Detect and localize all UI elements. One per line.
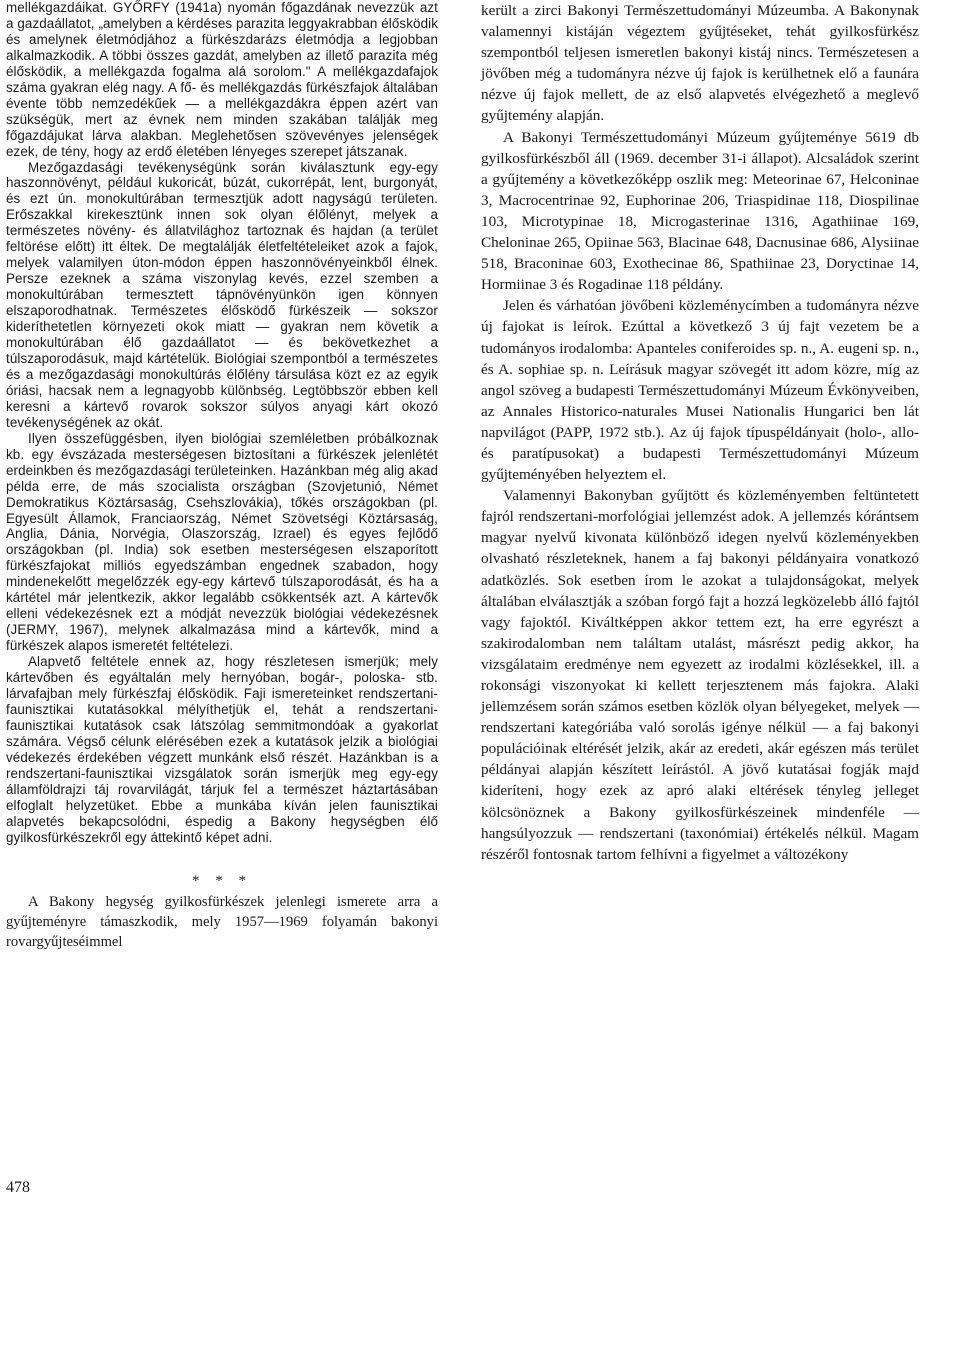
- left-serif-block: [6, 892, 438, 953]
- left-sans-block-1: [6, 0, 438, 160]
- paragraph: A Bakonyi Természettudományi Múzeum gyűjteménye 5619 db gyilkosfürkészből áll (1969. december 31-i állapot). Alcsaládok szerint a gyűjtemény a következőképp oszlik meg: Meteorinae 67, Helconinae 3, Macrocentrinae 92, Euphorinae 206, Triaspidinae 118, Diospilinae 103, Microtypinae 18, Microgasterinae 1316, Agathiinae 169, Cheloninae 265, Opiinae 563, Blacinae 648, Dacnusinae 686, Alysiinae 518, Braconinae 603, Exothecinae 86, Spathiinae 23, Doryctinae 14, Hormiinae 3 és Rogadinae 118 példány.: [481, 128, 919, 294]
- page-number: 478: [6, 1179, 30, 1196]
- paragraph: mellékgazdáikat. GYŐRFY (1941a) nyomán főgazdának nevezzük azt a gazdaállatot, „amelyben a kérdéses parazita leggyakrabban élősködik és amelynek életmódjához a fürkészdarázs életmódja a legjobban alkalmazkodik. A többi összes gazdát, amelyben az illető parazita még élősködik, a mellékgazda fogalma alá sorolom." A mellékgazdafajok száma gyakran elég nagy. A fő- és mellékgazdás fürkészfajok általában évente több nemzedékűek — a mellékgazdákra éppen azért van szükségük, mert az évnek nem minden szakában találják meg főgazdájukat lárva alakban. Meglehetősen szövevényes jelenségek ezek, de tény, hogy az erdő életében lényeges szerepet játszanak.: [6, 0, 438, 159]
- paragraph: Ilyen összefüggésben, ilyen biológiai szemléletben próbálkoznak kb. egy évszázada mesterségesen biztosítani a fürkészek jelenlétét erdeinkben és mezőgazdasági területeinken. Hazánkban még alig akad példa erre, de más szocialista országban (Szovjetunió, Német Demokratikus Köztársaság, Csehszlovákia), tőkés országokban (pl. Egyesült Államok, Franciaország, Német Szövetségi Köztársaság, Anglia, Dánia, Norvégia, Olaszország, Izrael) és egyes fejlődő országokban (pl. India) sok esetben mesterségesen elszaporított fürkészfajokat milliós egyedszámban engednek szabadon, hogy mindenekelőtt megelőzzék egy-egy kártevő túlszaporodását, és ha a kártétel már jelentkezik, akkor legalább csökkentsék azt. A kártevők elleni védekezésnek ezt a módját nevezzük biológiai védekezésnek (JERMY, 1967), melynek alkalmazása mind a kártevők, mind a fürkészek alapos ismeretét feltételezi.: [6, 430, 438, 654]
- paragraph: Valamennyi Bakonyban gyűjtött és közleményemben feltüntetett fajról rendszertani-morfológiai jellemzést adok. A jellemzés kórántsem magyar nyelvű kivonata különböző idegen nyelvű közleményekben olvasható részleteknek, hanem a faj bakonyi példányaira vonatkozó adatközlés. Sok esetben írom le azokat a tulajdonságokat, melyek általában elválasztják a szóban forgó fajt a hozzá legközelebb álló fajtól vagy fajoktól. Kiváltképpen akkor tettem ezt, ha erre egyrészt a szakirodalomban nem találtam utalást, másrészt pedig akkor, ha vizsgálataim eredménye nem egyezett az irodalmi közlésekkel, ill. a rokonsági viszonyokat ki kellett terjesztenem más fajokra. Alaki jellemzésem során számos esetben közlök olyan bélyegeket, melyek — rendszertani kategóriába való sorolás igénye nélkül — a faj bakonyi populációinak eltérését jelzik, akár az eredeti, akár egészen más terület példányai alapján készített leírástól. A jövő kutatásai fogják majd kideríteni, hogy ezek az apró alaki eltérések tényleg jelleget kölcsönöznek a Bakony gyilkosfürkészeinek mindenféle — hangsúlyozzuk — rendszertani (taxonómiai) értékelés nélkül. Magam részéről fontosnak tartom felhívni a figyelmet a változékony: [481, 487, 919, 863]
- left-sans-block-2: [6, 160, 438, 846]
- paragraph: Jelen és várhatóan jövőbeni közleménycímben a tudományra nézve új fajokat is leírok. Ezúttal a következő 3 új fajt vezetem be a tudományos irodalomba: Apanteles coniferoides sp. n., A. eugeni sp. n., és A. sophiae sp. n. Leírásuk magyar szövegét itt adom közre, míg az angol szöveg a budapesti Természettudományi Múzeum Évkönyveiben, az Annales Historico-naturales Musei Nationalis Hungarici ben lát napvilágot (PAPP, 1972 stb.). Az új fajok típuspéldányait (holo-, allo- és paratípusokat) a budapesti Természettudományi Múzeum gyűjteményében helyeztem el.: [481, 297, 919, 484]
- right-column: [481, 0, 919, 865]
- left-column: [6, 0, 438, 953]
- paragraph: került a zirci Bakonyi Természettudományi Múzeumba. A Bakonynak valamennyi kistáján végeztem gyűjtéseket, tehát gyilkosfürkész szempontból teljesen ismeretlen bakonyi kistáj nincs. Természetesen a jövőben még a tudományra nézve új fajok is kerülhetnek elő a faunára nézve új fajok mellett, de az első alapvetés elvégezhető a meglevő gyűjtemény alapján.: [481, 2, 919, 125]
- section-separator: * * *: [192, 872, 252, 889]
- paragraph: A Bakony hegység gyilkosfürkészek jelenlegi ismerete arra a gyűjteményre támaszkodik, mely 1957—1969 folyamán bakonyi rovargyűjteséimmel: [6, 893, 438, 951]
- paragraph: Mezőgazdasági tevékenységünk során kiválasztunk egy-egy haszonnövényt, például kukoricát, búzát, cukorrépát, lent, burgonyát, és ezt ún. monokultúrában termesztjük adott nagyságú területen. Erőszakkal kirekesztünk innen sok olyan élőlényt, melyek a természetes növény- és állatvilághoz tartoznak és hajdan (a terület feltörése előtt) itt éltek. De megtalálják életfeltételeiket azok a fajok, melyek valamilyen úton-módon éppen haszonnövényeinkből élnek. Persze ezeknek a száma viszonylag kevés, ezzel szemben a monokultúrában termesztett tápnövényünkön igen könnyen elszaporodhatnak. Természetes élősködő fürkészeik — sokszor kideríthetetlen környezeti okok miatt — gyakran nem követik a monokultúrában élő gazdaállatot — és bekövetkezhet a túlszaporodásuk, majd kártételük. Biológiai szempontból a természetes és a mezőgazdasági monokultúrás élőlény társulása közt ez az egyik óriási, hacsak nem a legnagyobb különbség. Legtöbbször ebben kell keresni a kártevő rovarok sokszor súlyos anyagi kárt okozó tevékenységének az okát.: [6, 159, 438, 430]
- paragraph: Alapvető feltétele ennek az, hogy részletesen ismerjük; mely kártevőben és egyáltalán mely hernyóban, bogár-, poloska- stb. lárvafajban mely fürkészfaj élősködik. Faji ismereteinket rendszertani-faunisztikai kutatásokkal mélyíthetjük el, tehát a rendszertani-faunisztikai kutatások csak látszólag semmitmondóak a gyakorlat számára. Végső célunk elérésében ezek a kutatások jelzik a biológiai védekezés érdekében végzett munkánk első részét. Hazánkban is a rendszertani-faunisztikai vizsgálatok során ismerjük meg egy-egy államföldrajzi táj rovarvilágát, tárjuk fel a természet háztartásában elfoglalt helyzetüket. Ebbe a munkába kíván jelen faunisztikai alapvetés bekapcsolódni, éspedig a Bakony hegységben élő gyilkosfürkészekről egy áttekintő képet adni.: [6, 654, 438, 845]
- right-serif-block: [481, 0, 919, 865]
